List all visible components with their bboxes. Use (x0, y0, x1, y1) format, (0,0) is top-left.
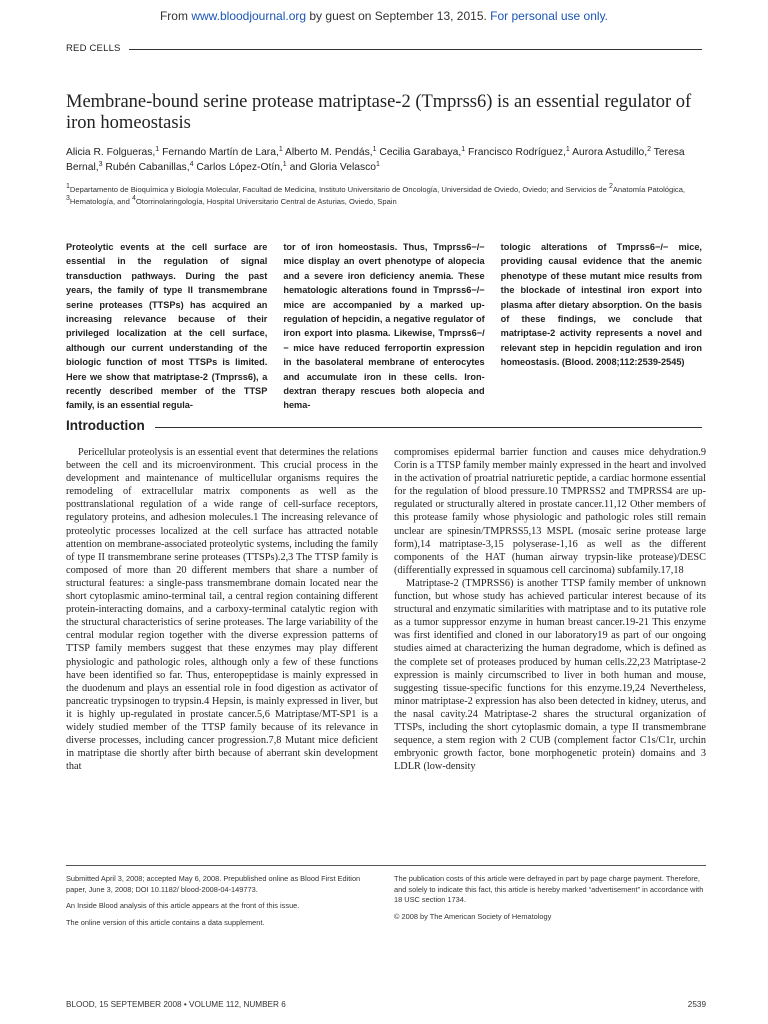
page-number: 2539 (687, 1000, 706, 1009)
footnote-supplement: The online version of this article contains a data supplement. (66, 917, 265, 927)
affil-sup-2: 2 (608, 183, 613, 190)
bloodjournal-link[interactable]: www.bloodjournal.org (191, 9, 307, 23)
footnote-publication-costs: The publication costs of this article were defrayed in part by page charge payment. Therefore, and solely to indicate this fact, this article is hereby marked “advertisement” in accordance with 18 USC section 1734. (394, 874, 704, 904)
affiliations (66, 184, 706, 208)
author-name: Aurora Astudillo, (572, 147, 648, 158)
section-header (66, 43, 702, 54)
author-name: Alberto M. Pendás, (285, 147, 373, 158)
body-paragraph: Pericellular proteolysis is an essential event that determines the relations between the cell and its microenvironment. This crucial process in the development and maintenance of multicellular organisms requires the remodeling of extracellular matrix components as well as the posttranslational regulation of a wide range of cell-surface receptors, regulatory proteins, and adhesion molecules.1 The increasing relevance of proteolytic processes localized at the cell surface has attracted notable attention on membrane-associated proteolytic systems, including the family of type II transmembrane serine proteases (TTSPs).2,3 The TTSP family is composed of more than 20 different members that share a number of structural features: a single-pass transmembrane domain located near the short cytoplasmic amino-terminal tail, a central region containing different protein-interacting domains, and a carboxy-terminal catalytic region with the structural characteristics of serine proteases. The large variability of the central modular region together with the diverse expression patterns of TTSP family members suggest that these enzymes may play different physiologic and pathologic roles, although only a few of these functions have been identified so far. Thus, enteropeptidase is mainly expressed in the duodenum and plays an essential role in food digestion as activator of pancreatic trypsinogen to trypsin.4 Hepsin, is mainly expressed in liver, but it is highly up-regulated in prostate cancer.5,6 Matriptase/MT-SP1 is a widely studied member of the TTSP family because of its relevance in diverse processes, including cancer progression.7,8 Mutant mice deficient in matriptase die shortly after birth because of aberrant skin development that (66, 447, 378, 773)
author-name: Fernando Martín de Lara, (162, 147, 279, 158)
author-name: Cecilia Garabaya, (379, 147, 462, 158)
footnotes-right (394, 874, 706, 934)
author-affiliation-sup: 1 (461, 146, 466, 153)
affil-text-3: Hematología, and (69, 197, 132, 206)
banner-prefix: From (159, 9, 192, 23)
body-column-1 (66, 446, 378, 848)
section-label: RED CELLS (66, 43, 121, 54)
introduction-header (66, 418, 702, 433)
author (162, 147, 283, 158)
footnote-divider (66, 865, 706, 866)
introduction-rule (155, 427, 702, 428)
affil-text-1: Departamento de Bioquímica y Biología Molecular, Facultad de Medicina, Instituto Universitario de Oncología, Universidad de Oviedo, Oviedo; and Servicios de (69, 185, 609, 194)
footnote-submission: Submitted April 3, 2008; accepted May 6, 2008. Prepublished online as Blood First Edition paper, June 3, 2008; DOI 10.1182/ blood-2008-04-149773. (66, 874, 361, 894)
author (290, 162, 380, 173)
author-affiliation-sup: 1 (282, 161, 287, 168)
affil-text-4: Otorrinolaringología, Hospital Universitario Central de Asturias, Oviedo, Spain (135, 197, 397, 206)
author-name: Carlos López-Otín, (196, 162, 283, 173)
author-affiliation-sup: 1 (155, 146, 160, 153)
body-paragraph: Matriptase-2 (TMPRSS6) is another TTSP family member of unknown function, but whose study has achieved particular interest because of its structural and enzymatic similarities with matriptase and to its putative role as a tumor suppressor enzyme in human breast cancer.19-21 This enzyme was first identified and cloned in our laboratory19 as part of our ongoing studies aimed at characterizing the human degradome, which is defined as the complete set of proteases produced by human cells.22,23 Matriptase-2 expression is mainly circumscribed to liver in both human and mouse, suggesting tissue-specific functions for this enzyme.19,24 Nevertheless, minor matriptase-2 expression has also been detected in kidney, uterus, and the nasal cavity.24 Matriptase-2 shares the structural organization of TTSPs, including the short cytoplasmic domain, a type II transmembrane sequence, a stem region with 2 CUB (complement factor C1s/C1r, urchin embryonic growth factor, bone morphogenetic protein) domains and 3 LDLR (low-density (394, 577, 706, 773)
author-name: Rubén Cabanillas, (105, 162, 190, 173)
author-list (66, 145, 706, 175)
affil-text-2: Anatomía Patológica, (612, 185, 686, 194)
article-title: Membrane-bound serine protease matriptase-2 (Tmprss6) is an essential regulator of iron homeostasis (66, 92, 692, 133)
access-banner (0, 9, 768, 23)
body-paragraph: compromises epidermal barrier function and causes mice dehydration.9 Corin is a TTSP family member mainly expressed in the heart and involved in the activation of proatrial natriuretic peptide, a cardiac hormone essential for the regulation of blood pressure.10 TMPRSS2 and TMPRSS4 are up-regulated or structurally altered in prostate cancer.11,12 Other members of this protease family whose physiologic and pathologic roles still remain unclear are spinesin/TMPRSS5,13 MSPL (mosaic serine protease large form),14 matriptase-3,15 polyserase-1,16 as well as the different components of the HAT (human airway trypsin-like protease)/DESC (differentially expressed in squamous cell carcinoma) subfamily.17,18 (394, 447, 706, 576)
author-affiliation-sup: 1 (565, 146, 570, 153)
author-affiliation-sup: 3 (98, 161, 103, 168)
author-affiliation-sup: 1 (372, 146, 377, 153)
footnotes (66, 874, 706, 934)
affil-sup-3: 3 (66, 195, 70, 202)
author (66, 147, 159, 158)
author (468, 147, 570, 158)
author (196, 162, 286, 173)
author-affiliation-sup: 1 (376, 161, 380, 168)
abstract (66, 240, 702, 412)
author-affiliation-sup: 1 (278, 146, 283, 153)
footnote-inside-blood: An Inside Blood analysis of this article appears at the front of this issue. (66, 901, 300, 910)
introduction-heading: Introduction (66, 418, 145, 433)
footnotes-left (66, 874, 378, 934)
author-name: Alicia R. Folgueras, (66, 147, 156, 158)
author-name: Francisco Rodríguez, (468, 147, 566, 158)
author-affiliation-sup: 4 (189, 161, 194, 168)
affil-sup-1: 1 (66, 183, 70, 190)
banner-middle: by guest on September 13, 2015. (306, 9, 491, 23)
body-column-2 (394, 446, 706, 848)
page-footer (66, 1000, 706, 1009)
author (379, 147, 465, 158)
journal-citation: BLOOD, 15 SEPTEMBER 2008 • VOLUME 112, NUMBER 6 (66, 1000, 286, 1009)
affil-sup-4: 4 (131, 195, 136, 202)
author (105, 162, 193, 173)
footnote-copyright: © 2008 by The American Society of Hematology (394, 911, 552, 921)
author (572, 147, 651, 158)
author-name: Teresa Bernal, (66, 147, 685, 173)
abstract-column-2: tor of iron homeostasis. Thus, Tmprss6−/− mice display an overt phenotype of alopecia and a severe iron deficiency anemia. These hematologic alterations found in Tmprss6−/− mice are accompanied by a marked up-regulation of hepcidin, a negative regulator of iron export into plasma. Likewise, Tmprss6−/− mice have reduced ferroportin expression in the basolateral membrane of enterocytes and accumulate iron in these cells. Iron-dextran therapy rescues both alopecia and hema- (283, 242, 485, 411)
abstract-column-1: Proteolytic events at the cell surface are essential in the regulation of signal transduction pathways. During the past years, the family of type II transmembrane serine proteases (TTSPs) has acquired an increasing relevance because of their privileged localization at the cell surface, although our current understanding of the biologic function of most TTSPs is limited. Here we show that matriptase-2 (Tmprss6), a recently described member of the TTSP family, is an essential regula- (66, 242, 268, 411)
personal-use-link[interactable]: For personal use only. (490, 9, 609, 23)
section-rule (129, 49, 702, 50)
body-text (66, 446, 706, 848)
author-affiliation-sup: 2 (647, 146, 651, 153)
abstract-column-3: tologic alterations of Tmprss6−/− mice, providing causal evidence that the anemic phenotype of these mutant mice results from the blockade of intestinal iron export into plasma after dietary absorption. On the basis of these findings, we conclude that matriptase-2 activity represents a novel and relevant step in hepcidin regulation and iron homeostasis. (Blood. 2008;112:2539-2545) (500, 242, 702, 368)
author (285, 147, 376, 158)
author-name: and Gloria Velasco (289, 162, 376, 173)
